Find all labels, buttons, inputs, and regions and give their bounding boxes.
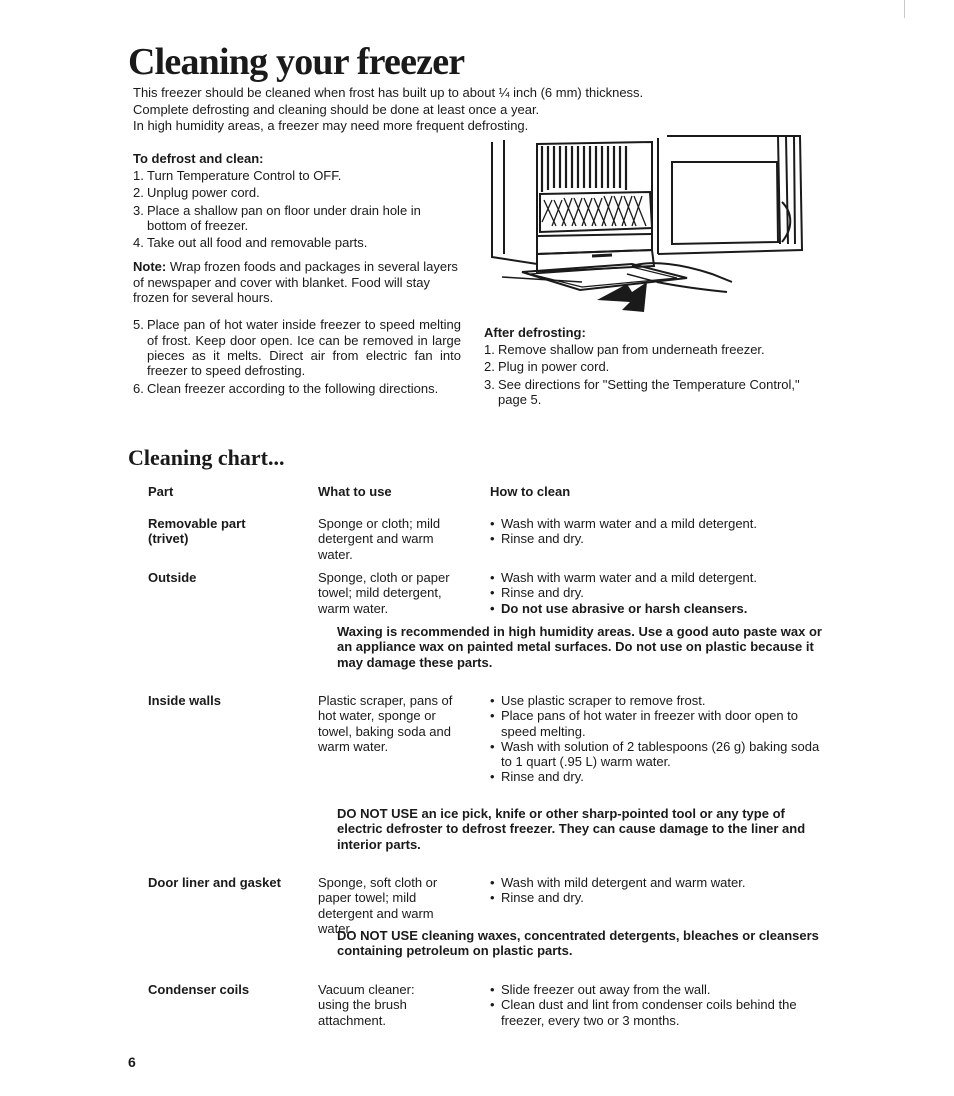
row-part: Door liner and gasket [148,875,281,890]
step-item [133,235,461,250]
row-part: Inside walls [148,693,221,708]
note-label: Note: [133,259,167,275]
row-use: Sponge, soft cloth or paper towel; mild detergent and warm water. [318,875,438,936]
step-number: 3. [484,376,495,392]
step-text: Place a shallow pan on floor under drain hole in bottom of freezer. [147,202,421,233]
row-use: Vacuum cleaner: using the brush attachment. [318,982,415,1028]
how-item: • Rinse and dry. [490,890,820,905]
step-number: 1. [133,168,144,183]
header-what-to-use: What to use [318,484,392,499]
step-number: 4. [133,235,144,251]
row-how [490,875,820,906]
how-item: • Rinse and dry. [490,585,820,600]
intro-line: Complete defrosting and cleaning should be done at least once a year. [133,101,540,117]
header-part: Part [148,484,174,499]
defrost-steps-b [133,317,461,395]
shelf-rods [542,146,626,192]
how-item: • Wash with warm water and a mild detergent. [490,570,820,585]
door-edge-lines [778,136,795,244]
step-number: 1. [484,342,495,357]
margin-mark [904,0,905,18]
step-item [133,381,461,396]
step-text: Turn Temperature Control to OFF. [147,168,342,183]
step-text: Take out all food and removable parts. [147,235,368,251]
cabinet-left-side [492,142,537,264]
row-part: Outside [148,570,197,585]
step-item [484,359,812,374]
step-text: See directions for "Setting the Temperature Control," page 5. [498,376,800,407]
row-how [490,982,820,1028]
after-steps [484,342,812,407]
step-item [484,377,812,408]
row-part: Condenser coils [148,982,250,997]
row-how [490,570,820,616]
row-use: Sponge, cloth or paper towel; mild detergent, warm water. [318,570,450,616]
note-paragraph [133,259,461,305]
chart-title: Cleaning chart... [128,445,285,470]
warning-cleaning-waxes: DO NOT USE cleaning waxes, concentrated detergents, bleaches or cleansers containing petroleum on plastic parts. [337,928,819,959]
step-number: 5. [133,317,144,333]
how-item: • Rinse and dry. [490,769,820,784]
warning-wax: Waxing is recommended in high humidity areas. Use a good auto paste wax or an appliance wax on painted metal surfaces. Do not use on plastic because it may damage these parts. [337,624,822,670]
how-item: • Wash with solution of 2 tablespoons (26 g) baking soda to 1 quart (.95 L) warm water. [490,739,820,770]
header-how-to-clean: How to clean [490,484,571,499]
step-item [484,342,812,357]
intro-line: This freezer should be cleaned when frost has built up to about ¼ inch (6 mm) thickness. [133,85,644,100]
step-item [133,168,461,183]
page-title: Cleaning your freezer [128,41,465,83]
intro-line: In high humidity areas, a freezer may need more frequent defrosting. [133,118,529,133]
step-item [133,203,461,234]
after-section [484,325,812,407]
page-number: 6 [128,1054,136,1070]
defrost-steps-a [133,168,461,250]
how-item: • Use plastic scraper to remove frost. [490,693,820,708]
warning-sharp-tools: DO NOT USE an ice pick, knife or other sharp-pointed tool or any type of electric defroster to defrost freezer. They can cause damage to the liner and interior parts. [337,806,806,852]
step-text: Place pan of hot water inside freezer to speed melting of frost. Keep door open. Ice can be removed in large pieces as it melts. Direct air from electric fan into freezer to speed defrosting. [147,317,461,379]
step-item [133,317,461,378]
step-text: Unplug power cord. [147,185,260,201]
row-use: Sponge or cloth; mild detergent and warm water. [318,516,441,562]
how-item: • Place pans of hot water in freezer with door open to speed melting. [490,708,820,739]
how-item: • Rinse and dry. [490,531,820,546]
defrost-heading: To defrost and clean: [133,151,264,166]
step-text: Plug in power cord. [498,359,610,375]
drain-hole [592,255,612,256]
step-number: 2. [133,185,144,201]
step-item [133,185,461,200]
intro-paragraph [133,85,733,135]
how-item: • Slide freezer out away from the wall. [490,982,820,997]
row-part: Removable part (trivet) [148,516,246,547]
door-gasket-curve [782,202,790,242]
freezer-illustration [482,132,834,322]
door-liner [672,162,778,244]
step-number: 3. [133,202,144,218]
hand-lower [657,282,727,292]
step-number: 2. [484,359,495,375]
row-how [490,516,820,547]
row-how [490,693,820,785]
how-item: • Wash with warm water and a mild detergent. [490,516,820,531]
basket-mesh [542,196,646,226]
step-text: Clean freezer according to the following directions. [147,380,439,396]
basket-rail [538,234,652,236]
note-text: Wrap frozen foods and packages in several layers of newspaper and cover with blanket. Food will stay frozen for several hours. [133,259,458,306]
how-item: • Wash with mild detergent and warm water. [490,875,820,890]
how-item: • Clean dust and lint from condenser coils behind the freezer, every two or 3 months. [490,997,820,1028]
defrost-section [133,151,461,396]
step-text: Remove shallow pan from underneath freezer. [498,342,765,357]
row-use: Plastic scraper, pans of hot water, sponge or towel, baking soda and warm water. [318,693,453,754]
step-number: 6. [133,380,144,396]
after-heading: After defrosting: [484,325,586,340]
how-item-warning: • Do not use abrasive or harsh cleansers. [490,601,820,616]
